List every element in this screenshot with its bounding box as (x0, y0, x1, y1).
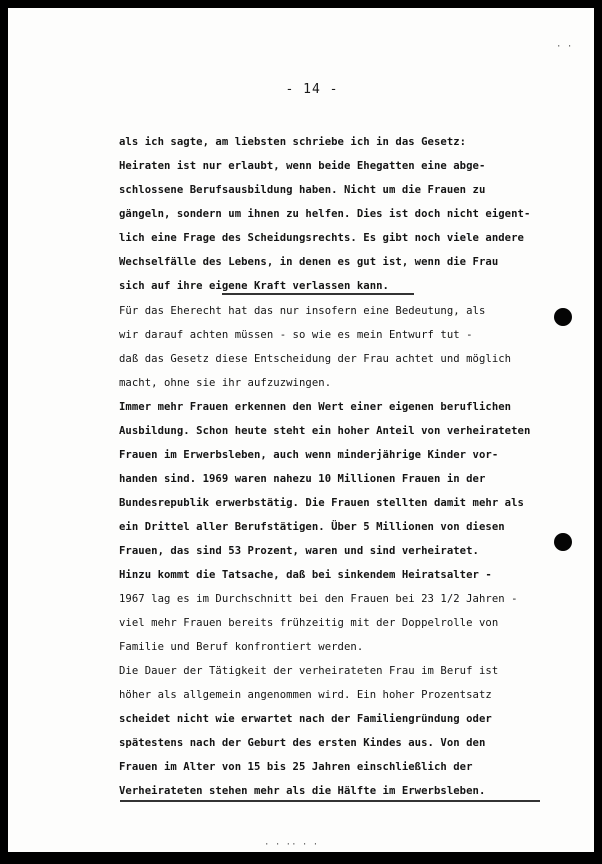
text-line: Ausbildung. Schon heute steht ein hoher Anteil von verheirateten (119, 425, 531, 437)
text-line: Für das Eherecht hat das nur insofern eine Bedeutung, als (119, 305, 486, 317)
text-line: macht, ohne sie ihr aufzuzwingen. (119, 377, 332, 389)
text-line: Frauen im Erwerbsleben, auch wenn minderjährige Kinder vor- (119, 449, 499, 461)
text-line: Bundesrepublik erwerbstätig. Die Frauen stellten damit mehr als (119, 497, 524, 509)
punch-hole (554, 308, 572, 326)
text-line: Verheirateten stehen mehr als die Hälfte im Erwerbsleben. (119, 785, 486, 797)
text-line: höher als allgemein angenommen wird. Ein hoher Prozentsatz (119, 689, 492, 701)
text-line: daß das Gesetz diese Entscheidung der Frau achtet und möglich (119, 353, 512, 365)
text-line: schlossene Berufsausbildung haben. Nicht um die Frauen zu (119, 184, 486, 196)
text-line: Immer mehr Frauen erkennen den Wert einer eigenen beruflichen (119, 401, 512, 413)
underline-mark (120, 800, 540, 802)
text-line: ein Drittel aller Berufstätigen. Über 5 Millionen von diesen (119, 521, 505, 533)
page-number: - 14 - (285, 82, 339, 97)
text-line: lich eine Frage des Scheidungsrechts. Es gibt noch viele andere (119, 232, 524, 244)
text-line: spätestens nach der Geburt des ersten Kindes aus. Von den (119, 737, 486, 749)
punch-hole (554, 533, 572, 551)
text-line: 1967 lag es im Durchschnitt bei den Frauen bei 23 1/2 Jahren - (119, 593, 518, 605)
text-line: handen sind. 1969 waren nahezu 10 Millionen Frauen in der (119, 473, 486, 485)
text-line: Frauen, das sind 53 Prozent, waren und sind verheiratet. (119, 545, 479, 557)
underline-mark (222, 293, 414, 295)
text-line: wir darauf achten müssen - so wie es mein Entwurf tut - (119, 329, 473, 341)
text-line: sich auf ihre eigene Kraft verlassen kann. (119, 280, 389, 292)
text-line: Hinzu kommt die Tatsache, daß bei sinkendem Heiratsalter - (119, 569, 492, 581)
text-line: viel mehr Frauen bereits frühzeitig mit der Doppelrolle von (119, 617, 499, 629)
text-line: Wechselfälle des Lebens, in denen es gut ist, wenn die Frau (119, 256, 499, 268)
text-line: Familie und Beruf konfrontiert werden. (119, 641, 364, 653)
text-line: als ich sagte, am liebsten schriebe ich in das Gesetz: (119, 136, 467, 148)
text-line: scheidet nicht wie erwartet nach der Familiengründung oder (119, 713, 492, 725)
text-line: Heiraten ist nur erlaubt, wenn beide Ehegatten eine abge- (119, 160, 486, 172)
text-line: Frauen im Alter von 15 bis 25 Jahren einschließlich der (119, 761, 473, 773)
document-page (8, 8, 594, 852)
text-line: gängeln, sondern um ihnen zu helfen. Dies ist doch nicht eigent- (119, 208, 531, 220)
scan-speck: · · (556, 42, 573, 52)
scan-speck: · · ·· · · (264, 840, 319, 850)
text-line: Die Dauer der Tätigkeit der verheirateten Frau im Beruf ist (119, 665, 499, 677)
